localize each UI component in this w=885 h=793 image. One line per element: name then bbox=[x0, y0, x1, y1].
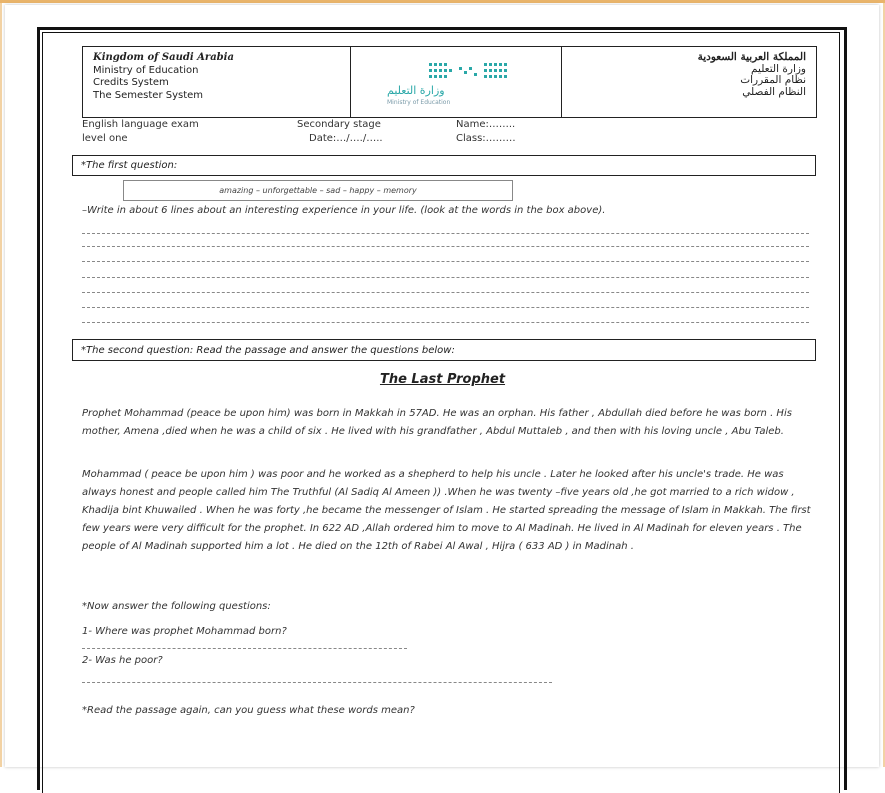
question-1: 1- Where was prophet Mohammad born? bbox=[82, 626, 287, 637]
passage-title: The Last Prophet bbox=[379, 372, 506, 387]
logo-english-text: Ministry of Education bbox=[387, 99, 451, 106]
stage-label: Secondary stage bbox=[297, 119, 381, 130]
arabic-credits-line: نظام المقررات bbox=[740, 74, 806, 86]
ministry-line: Ministry of Education bbox=[93, 64, 199, 76]
second-question-heading: *The second question: Read the passage and answer the questions below: bbox=[72, 339, 816, 361]
arabic-ministry-line: وزارة التعليم bbox=[751, 62, 806, 75]
passage-paragraph-2: Mohammad ( peace be upon him ) was poor and he worked as a shepherd to help his uncle . Later he looked after his uncle's trade. He was always honest and people called him The Truthful (Al Sadiq Al Ameen )) .When he was twenty –five years old ,he got married to a rich widow , Khadija bint Khuwailed . When he was forty ,he became the messenger of Islam . He started spreading the message of Islam in Makkah. The first few years were very difficult for the prophet. In 622 AD ,Allah ordered him to move to Al Madinah. He lived in Al Madinah for eleven years . The people of Al Madinah supported him a lot . He died on the 12th of Rabei Al Awal , Hijra ( 633 AD ) in Madinah . bbox=[82, 469, 811, 552]
logo-arabic-text: وزارة التعليم bbox=[387, 84, 445, 97]
answer-line bbox=[82, 292, 809, 293]
answer-intro: *Now answer the following questions: bbox=[82, 601, 271, 612]
answer-line bbox=[82, 277, 809, 278]
date-field: Date:…/…./….. bbox=[309, 133, 383, 144]
kingdom-line: Kingdom of Saudi Arabia bbox=[93, 52, 234, 63]
first-question-instruction: –Write in about 6 lines about an interesting experience in your life. (look at the words in the box above). bbox=[82, 205, 606, 216]
answer-line bbox=[82, 261, 809, 262]
header-left bbox=[83, 47, 351, 117]
header-logo bbox=[351, 47, 562, 117]
answer-line bbox=[82, 246, 809, 247]
header-table bbox=[82, 46, 817, 118]
answer-line bbox=[82, 322, 809, 323]
class-field: Class:……… bbox=[456, 133, 516, 144]
semester-line: The Semester System bbox=[93, 89, 204, 101]
arabic-kingdom-line: المملكة العربية السعودية bbox=[697, 51, 806, 63]
question-1-answer-line bbox=[82, 648, 407, 649]
question-2-answer-line bbox=[82, 682, 552, 683]
exam-label: English language exam bbox=[82, 119, 199, 130]
credits-line: Credits System bbox=[93, 77, 169, 88]
first-question-heading: *The first question: bbox=[72, 155, 816, 176]
ministry-logo-icon bbox=[429, 61, 525, 83]
question-3: *Read the passage again, can you guess what these words mean? bbox=[82, 705, 415, 716]
level-label: level one bbox=[82, 133, 128, 144]
question-2: 2- Was he poor? bbox=[82, 655, 163, 666]
arabic-semester-line: النظام الفصلي bbox=[742, 85, 806, 98]
answer-line bbox=[82, 307, 809, 308]
name-field: Name:…….. bbox=[456, 119, 516, 130]
header-right bbox=[562, 47, 816, 117]
passage-paragraph-1: Prophet Mohammad (peace be upon him) was born in Makkah in 57AD. He was an orphan. His father , Abdullah died before he was born . His mother, Amena ,died when he was a child of six . He lived with his grandfather , Abdul Muttaleb , and then with his loving uncle , Abu Taleb. bbox=[82, 408, 792, 437]
answer-line bbox=[82, 233, 809, 234]
word-box: amazing – unforgettable – sad – happy – memory bbox=[123, 180, 513, 201]
top-rule bbox=[0, 0, 885, 3]
